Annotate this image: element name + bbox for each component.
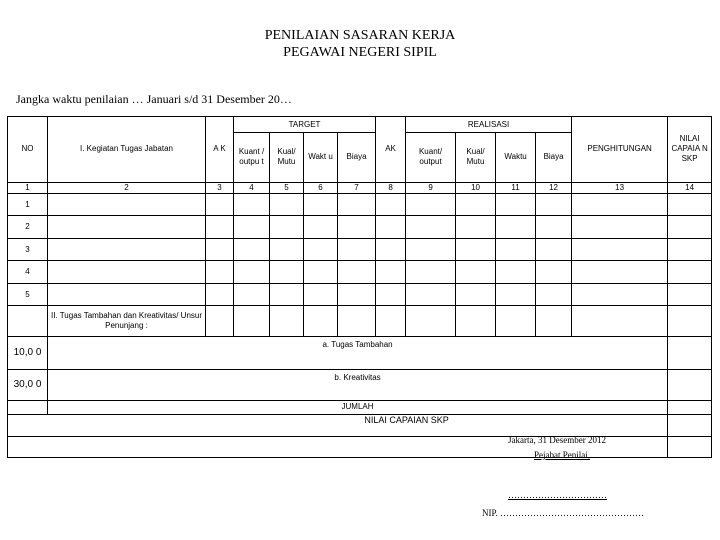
row-number: 2 xyxy=(8,216,48,239)
header-ak2: AK xyxy=(376,117,406,183)
tambahan-no: 10,0 0 xyxy=(8,337,48,370)
row-number: 5 xyxy=(8,283,48,306)
page-title-line1: PENILAIAN SASARAN KERJA xyxy=(264,28,456,43)
col-number: 10 xyxy=(456,182,496,193)
table-row xyxy=(8,306,712,337)
signature-place-date: Jakarta, 31 Desember 2012 xyxy=(508,435,606,445)
page-title-line2: PEGAWAI NEGERI SIPIL xyxy=(283,45,437,60)
header-realisasi: REALISASI xyxy=(406,117,572,133)
table-row xyxy=(8,414,712,437)
col-number: 8 xyxy=(376,182,406,193)
table-row xyxy=(8,400,712,414)
skp-table xyxy=(7,116,712,458)
header-penghitungan: PENGHITUNGAN xyxy=(572,117,668,183)
assessment-period: Jangka waktu penilaian … Januari s/d 31 Desember 20… xyxy=(16,92,292,106)
col-number: 3 xyxy=(206,182,234,193)
table-row xyxy=(8,369,712,400)
col-number: 11 xyxy=(496,182,536,193)
header-real-waktu: Waktu xyxy=(496,133,536,182)
header-ak: A K xyxy=(206,117,234,183)
col-number: 13 xyxy=(572,182,668,193)
section-tugas-tambahan: II. Tugas Tambahan dan Kreativitas/ Unsur Penunjang : xyxy=(48,306,206,337)
table-row xyxy=(8,337,712,370)
header-target-waktu: Wakt u xyxy=(304,133,338,182)
table-row xyxy=(8,261,712,284)
table-row xyxy=(8,283,712,306)
col-number: 7 xyxy=(338,182,376,193)
col-number: 6 xyxy=(304,182,338,193)
nilai-capaian-label: NILAI CAPAIAN SKP xyxy=(8,414,668,437)
header-target-kual: Kual/ Mutu xyxy=(270,133,304,182)
row-number: 4 xyxy=(8,261,48,284)
header-target-kuant: Kuant / outpu t xyxy=(234,133,270,182)
row-number: 1 xyxy=(8,193,48,216)
table-row xyxy=(8,437,712,458)
col-number: 12 xyxy=(536,182,572,193)
header-real-biaya: Biaya xyxy=(536,133,572,182)
tambahan-label: a. Tugas Tambahan xyxy=(48,337,668,370)
kreativitas-label: b. Kreativitas xyxy=(48,369,668,400)
signature-name-line: …………………………… xyxy=(508,490,607,500)
row-number: 3 xyxy=(8,238,48,261)
signature-role: Pejabat Penilai, xyxy=(534,450,590,460)
signature-nip: NIP. ………………………………………… xyxy=(482,508,645,518)
table-row xyxy=(8,193,712,216)
kreativitas-no: 30,0 0 xyxy=(8,369,48,400)
col-number: 2 xyxy=(48,182,206,193)
col-number: 1 xyxy=(8,182,48,193)
col-number: 4 xyxy=(234,182,270,193)
jumlah-label: JUMLAH xyxy=(48,400,668,414)
header-no: NO xyxy=(8,117,48,183)
header-target: TARGET xyxy=(234,117,376,133)
col-number: 5 xyxy=(270,182,304,193)
header-real-kuant: Kuant/ output xyxy=(406,133,456,182)
col-number: 14 xyxy=(668,182,712,193)
header-nilai: NILAI CAPAIA N SKP xyxy=(668,117,712,183)
table-row xyxy=(8,238,712,261)
col-number: 9 xyxy=(406,182,456,193)
table-row xyxy=(8,216,712,239)
header-target-biaya: Biaya xyxy=(338,133,376,182)
header-real-kual: Kual/ Mutu xyxy=(456,133,496,182)
header-kegiatan: I. Kegiatan Tugas Jabatan xyxy=(48,117,206,183)
